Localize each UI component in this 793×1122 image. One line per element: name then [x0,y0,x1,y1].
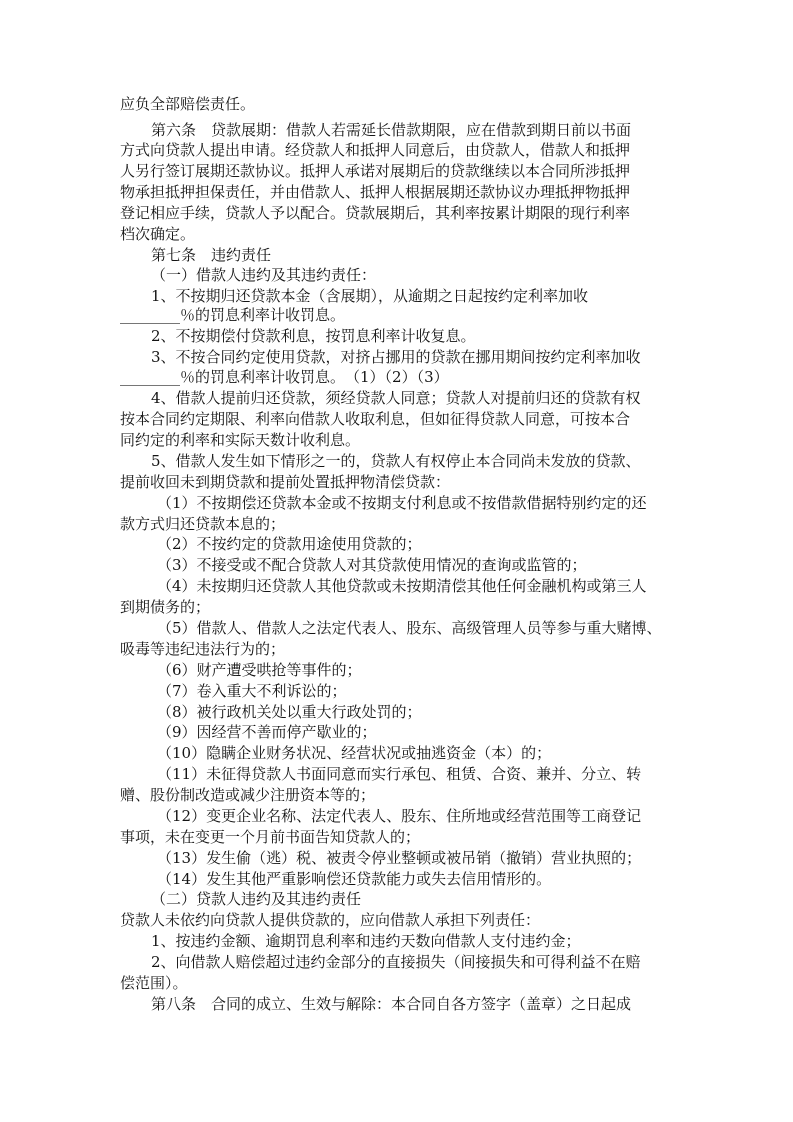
text-line: （一）借款人违约及其违约责任： [151,266,377,284]
list-item: （13）发生偷（逃）税、被责令停业整顿或被吊销（撤销）营业执照的； [157,849,642,867]
list-item: 赠、股份制改造或减少注册资本等的； [120,786,376,804]
text-line: 物承担抵押担保责任，并由借款人、抵押人根据展期还款协议办理抵押物抵押 [120,183,631,201]
list-item: （14）发生其他严重影响偿还贷款能力或失去信用情形的。 [157,870,552,888]
section-heading: 第七条 违约责任 [151,246,272,264]
text-line: 第六条 贷款展期：借款人若需延长借款期限，应在借款到期日前以书面 [151,121,632,139]
list-item: （3）不接受或不配合贷款人对其贷款使用情况的查询或监管的； [157,556,587,574]
text-line: 档次确定。 [120,225,196,243]
list-item: 款方式归还贷款本息的； [120,515,286,533]
list-item: 吸毒等违纪违法行为的； [120,640,286,658]
text-line: ________％的罚息利率计收罚息。 [120,306,346,324]
text-line: 1、按违约金额、逾期罚息利率和违约天数向借款人支付违约金； [151,932,581,950]
text-line: 贷款人未依约向贷款人提供贷款的，应向借款人承担下列责任： [120,911,541,929]
list-item: （8）被行政机关处以重大行政处罚的； [157,703,422,721]
text-line: 人另行签订展期还款协议。抵押人承诺对展期后的贷款继续以本合同所涉抵押 [120,162,631,180]
text-line: 5、借款人发生如下情形之一的，贷款人有权停止本合同尚未发放的贷款、 [151,452,641,470]
list-item: （7）卷入重大不利诉讼的； [157,682,347,700]
text-line: 同约定的利率和实际天数计收利息。 [120,431,361,449]
text-line: 应负全部赔偿责任。 [120,95,256,113]
list-item: （4）未按期归还贷款人其他贷款或未按期清偿其他任何金融机构或第三人 [157,577,647,595]
list-item: 到期债务的； [120,598,211,616]
list-item: （6）财产遭受哄抢等事件的； [157,661,362,679]
list-item: （2）不按约定的贷款用途使用贷款的； [157,535,422,553]
section-heading: 第八条 合同的成立、生效与解除：本合同自各方签字（盖章）之日起成 [151,995,632,1013]
text-line: 3、不按合同约定使用贷款，对挤占挪用的贷款在挪用期间按约定利率加收 [151,348,641,366]
text-line: （二）贷款人违约及其违约责任 [151,890,362,908]
text-line: 2、不按期偿付贷款利息，按罚息利率计收复息。 [151,327,476,345]
text-line: 1、不按期归还贷款本金（含展期），从逾期之日起按约定利率加收 [151,287,589,305]
list-item: （1）不按期偿还贷款本金或不按期支付利息或不按借款借据特别约定的还 [157,494,647,512]
text-line: 4、借款人提前归还贷款，须经贷款人同意；贷款人对提前归还的贷款有权 [151,389,641,407]
text-line: 按本合同约定期限、利率向借款人收取利息，但如征得贷款人同意，可按本合 [120,410,631,428]
text-line: 登记相应手续，贷款人予以配合。贷款展期后，其利率按累计期限的现行利率 [120,204,631,222]
list-item: （12）变更企业名称、法定代表人、股东、住所地或经营范围等工商登记 [157,807,642,825]
list-item: （11）未征得贷款人书面同意而实行承包、租赁、合资、兼并、分立、转 [157,765,642,783]
text-line: 提前收回未到期贷款和提前处置抵押物清偿贷款： [120,473,451,491]
text-line: 2、向借款人赔偿超过违约金部分的直接损失（间接损失和可得利益不在赔 [151,953,641,971]
text-line: 方式向贷款人提出申请。经贷款人和抵押人同意后，由贷款人，借款人和抵押 [120,141,631,159]
list-item: （9）因经营不善而停产歇业的； [157,723,377,741]
list-item: （5）借款人、借款人之法定代表人、股东、高级管理人员等参与重大赌博、 [157,619,662,637]
list-item: 事项，未在变更一个月前书面告知贷款人的； [120,828,421,846]
list-item: （10）隐瞒企业财务状况、经营状况或抽逃资金（本）的； [157,744,552,762]
text-line: 偿范围）。 [120,974,188,992]
text-line: ________％的罚息利率计收罚息。 （1）（2）（3） [120,368,449,386]
